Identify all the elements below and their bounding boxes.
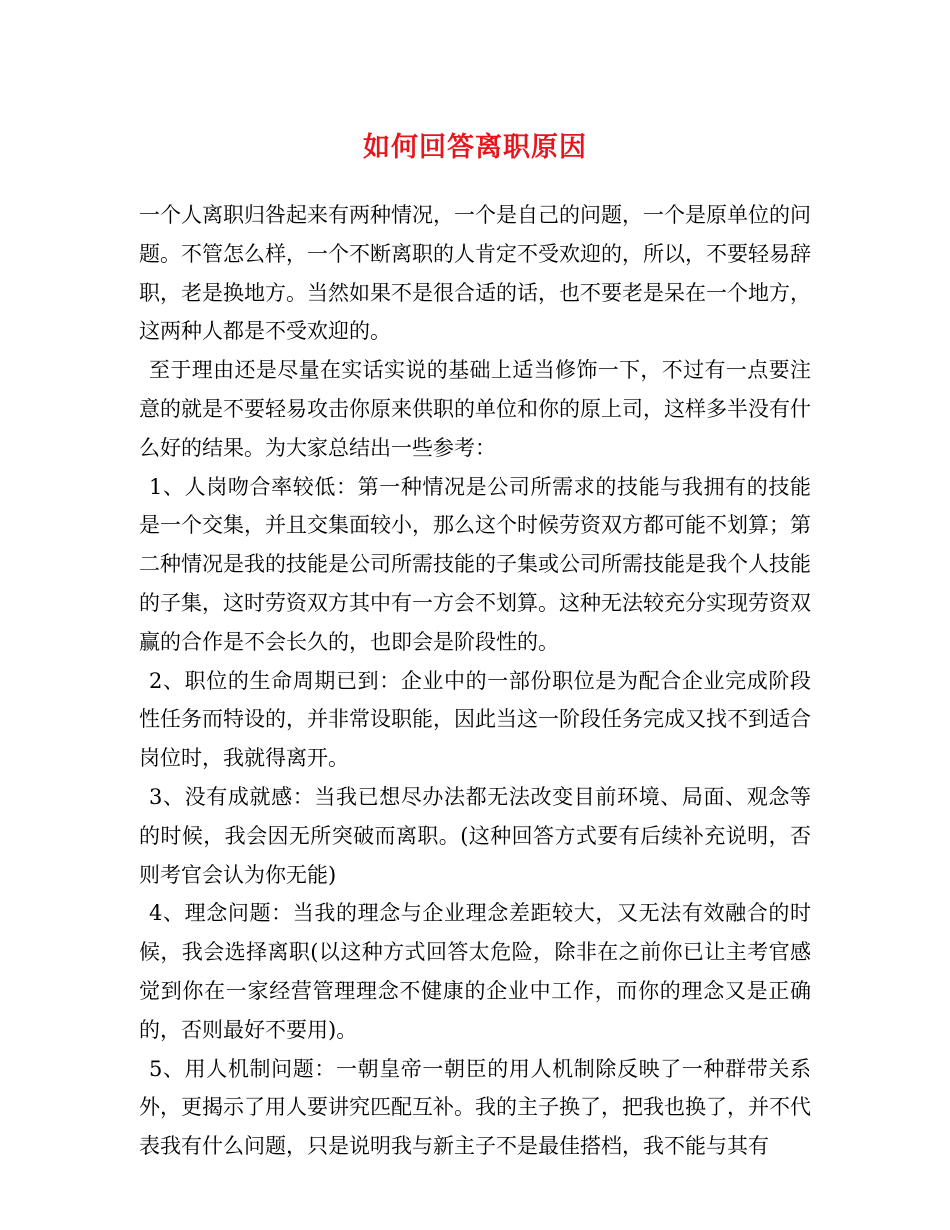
paragraph-reasons-intro: 至于理由还是尽量在实话实说的基础上适当修饰一下，不过有一点要注意的就是不要轻易攻击你原来供职的单位和你的原上司，这样多半没有什么好的结果。为大家总结出一些参考： xyxy=(139,358,811,460)
paragraph-intro: 一个人离职归咎起来有两种情况，一个是自己的问题，一个是原单位的问题。不管怎么样，一个不断离职的人肯定不受欢迎的，所以，不要轻易辞职，老是换地方。当然如果不是很合适的话，也不要老是呆在一个地方，这两种人都是不受欢迎的。 xyxy=(139,203,811,344)
document-body xyxy=(139,196,811,1166)
paragraph-reason-1: 1、人岗吻合率较低：第一种情况是公司所需求的技能与我拥有的技能是一个交集，并且交集面较小，那么这个时候劳资双方都可能不划算；第二种情况是我的技能是公司所需技能的子集或公司所需技能是我个人技能的子集，这时劳资双方其中有一方会不划算。这种无法较充分实现劳资双赢的合作是不会长久的，也即会是阶段性的。 xyxy=(139,474,811,654)
paragraph-reason-4: 4、理念问题：当我的理念与企业理念差距较大，又无法有效融合的时候，我会选择离职(以这种方式回答太危险，除非在之前你已让主考官感觉到你在一家经营管理理念不健康的企业中工作，而你的理念又是正确的，否则最好不要用)。 xyxy=(139,901,811,1042)
paragraph-reason-5: 5、用人机制问题：一朝皇帝一朝臣的用人机制除反映了一种群带关系外，更揭示了用人要讲究匹配互补。我的主子换了，把我也换了，并不代表我有什么问题，只是说明我与新主子不是最佳搭档，我不能与其有 xyxy=(139,1056,811,1159)
paragraph-reason-3: 3、没有成就感：当我已想尽办法都无法改变目前环境、局面、观念等的时候，我会因无所突破而离职。(这种回答方式要有后续补充说明，否则考官会认为你无能) xyxy=(139,784,811,887)
document-title: 如何回答离职原因 xyxy=(363,132,587,163)
paragraph-reason-2: 2、职位的生命周期已到：企业中的一部份职位是为配合企业完成阶段性任务而特设的，并非常设职能，因此当这一阶段任务完成又找不到适合岗位时，我就得离开。 xyxy=(139,668,811,771)
